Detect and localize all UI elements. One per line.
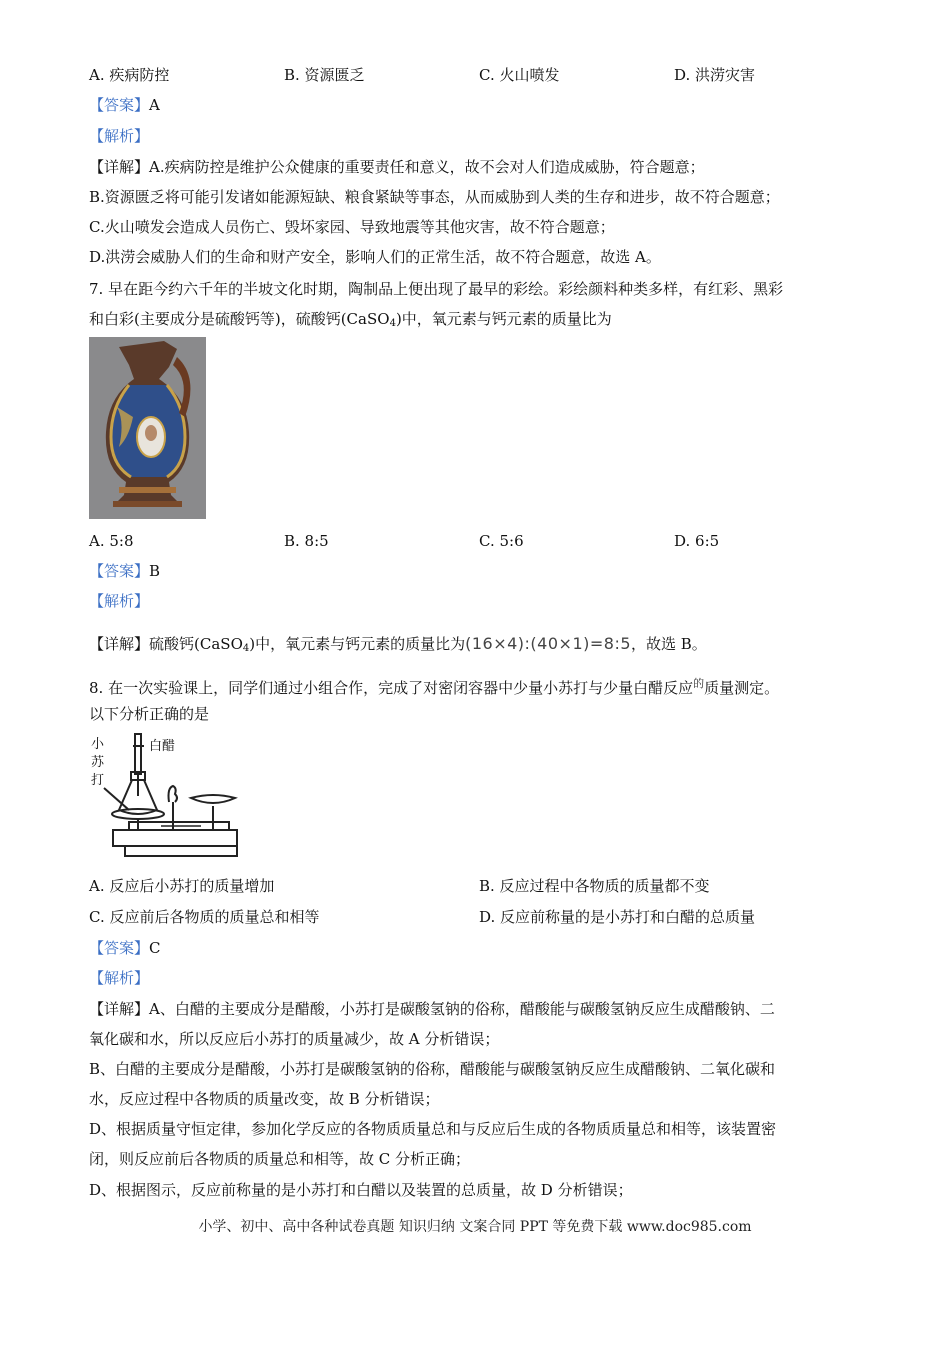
detail-text-b: )中，氧元素与钙元素的质量比为 — [249, 635, 466, 653]
label-baking-soda-1: 小 — [91, 737, 105, 752]
q6-analysis-tag — [89, 126, 149, 146]
analysis-tag: 【解析】 — [89, 127, 150, 145]
detail-text-a: 硫酸钙(CaSO — [149, 635, 243, 653]
q8-detail-line-7: D、根据图示，反应前称量的是小苏打和白醋以及装置的总质量，故 D 分析错误； — [89, 1181, 633, 1199]
q8-analysis-tag — [89, 968, 149, 988]
detail-tag: 【详解】 — [89, 1000, 150, 1018]
q7-option-d: D. 6:5 — [674, 532, 720, 550]
q7-option-a: A. 5:8 — [89, 532, 134, 550]
detail-subscript: 4 — [242, 643, 250, 654]
q7-stem-text-a: 和白彩(主要成分是硫酸钙等)，硫酸钙(CaSO — [89, 310, 390, 328]
detail-tag: 【详解】 — [89, 635, 150, 653]
q8-option-d: D. 反应前称量的是小苏打和白醋的总质量 — [479, 908, 756, 926]
detail-text: A、白醋的主要成分是醋酸，小苏打是碳酸氢钠的俗称，醋酸能与碳酸氢钠反应生成醋酸钠、二 — [149, 1000, 775, 1018]
q8-detail-line-2: 氧化碳和水，所以反应后小苏打的质量减少，故 A 分析错误； — [89, 1030, 500, 1048]
q8-option-b: B. 反应过程中各物质的质量都不变 — [479, 877, 710, 895]
q8-detail-line-6: 闭，则反应前后各物质的质量总和相等，故 C 分析正确； — [89, 1150, 471, 1168]
q6-option-a: A. 疾病防控 — [89, 66, 170, 84]
analysis-tag: 【解析】 — [89, 969, 150, 987]
q8-stem-small-char: 的 — [693, 677, 705, 690]
q6-option-b: B. 资源匮乏 — [284, 66, 365, 84]
q8-detail-line-5: D、根据质量守恒定律，参加化学反应的各物质质量总和与反应后生成的各物质质量总和相等，该装置密 — [89, 1120, 777, 1138]
q6-detail-line-1 — [89, 157, 705, 177]
q6-answer — [89, 95, 160, 115]
page-footer: 小学、初中、高中各种试卷真题 知识归纳 文案合同 PPT 等免费下载 www.doc985.com — [198, 1219, 752, 1235]
balance-apparatus-figure — [89, 730, 245, 862]
q8-detail-line-4: 水，反应过程中各物质的质量改变，故 B 分析错误； — [89, 1090, 440, 1108]
q6-option-d: D. 洪涝灾害 — [674, 66, 756, 84]
q7-answer — [89, 561, 160, 581]
label-vinegar: 白醋 — [149, 739, 176, 754]
answer-tag: 【答案】 — [89, 562, 150, 580]
q7-detail-line — [89, 634, 707, 659]
q6-detail-line-4: D.洪涝会威胁人们的生命和财产安全，影响人们的正常生活，故不符合题意，故选 A。 — [89, 248, 661, 266]
answer-value: A — [149, 96, 160, 114]
mass-ratio-formula: (16×4):(40×1)=8:5 — [465, 634, 632, 653]
painted-vase-image — [89, 337, 206, 519]
q7-stem-line-2 — [89, 309, 612, 334]
q8-stem-text-a: 8. 在一次实验课上，同学们通过小组合作，完成了对密闭容器中少量小苏打与少量白醋反应 — [89, 679, 694, 697]
q6-option-c: C. 火山喷发 — [479, 66, 560, 84]
q8-answer — [89, 938, 161, 958]
answer-value: C — [149, 939, 161, 957]
q8-stem-line-1 — [89, 674, 779, 698]
q7-option-b: B. 8:5 — [284, 532, 329, 550]
q7-analysis-tag — [89, 591, 149, 611]
label-baking-soda-2: 苏 — [91, 755, 105, 770]
answer-value: B — [149, 562, 161, 580]
q6-detail-line-3: C.火山喷发会造成人员伤亡、毁坏家园、导致地震等其他灾害，故不符合题意； — [89, 218, 615, 236]
answer-tag: 【答案】 — [89, 939, 150, 957]
detail-text-c: ，故选 B。 — [631, 635, 707, 653]
analysis-tag: 【解析】 — [89, 592, 150, 610]
detail-tag: 【详解】 — [89, 158, 150, 176]
q6-detail-line-2: B.资源匮乏将可能引发诸如能源短缺、粮食紧缺等事态，从而威胁到人类的生存和进步，故不符合题意； — [89, 188, 780, 206]
q7-option-c: C. 5:6 — [479, 532, 524, 550]
q8-stem-text-b: 质量测定。 — [704, 679, 780, 697]
q7-stem-text-b: )中，氧元素与钙元素的质量比为 — [395, 310, 612, 328]
q8-stem-line-2: 以下分析正确的是 — [89, 705, 210, 723]
label-baking-soda-3: 打 — [91, 773, 105, 788]
detail-text: A.疾病防控是维护公众健康的重要责任和意义，故不会对人们造成威胁，符合题意； — [149, 158, 705, 176]
answer-tag: 【答案】 — [89, 96, 150, 114]
q8-option-a: A. 反应后小苏打的质量增加 — [89, 877, 275, 895]
q8-option-c: C. 反应前后各物质的质量总和相等 — [89, 908, 320, 926]
q7-stem-subscript: 4 — [389, 318, 396, 329]
q7-stem-line-1: 7. 早在距今约六千年的半坡文化时期，陶制品上便出现了最早的彩绘。彩绘颜料种类多样，有红彩、黑彩 — [89, 280, 784, 298]
q8-detail-line-3: B、白醋的主要成分是醋酸，小苏打是碳酸氢钠的俗称，醋酸能与碳酸氢钠反应生成醋酸钠、二氧化碳和 — [89, 1060, 776, 1078]
q8-detail-line-1 — [89, 999, 775, 1019]
